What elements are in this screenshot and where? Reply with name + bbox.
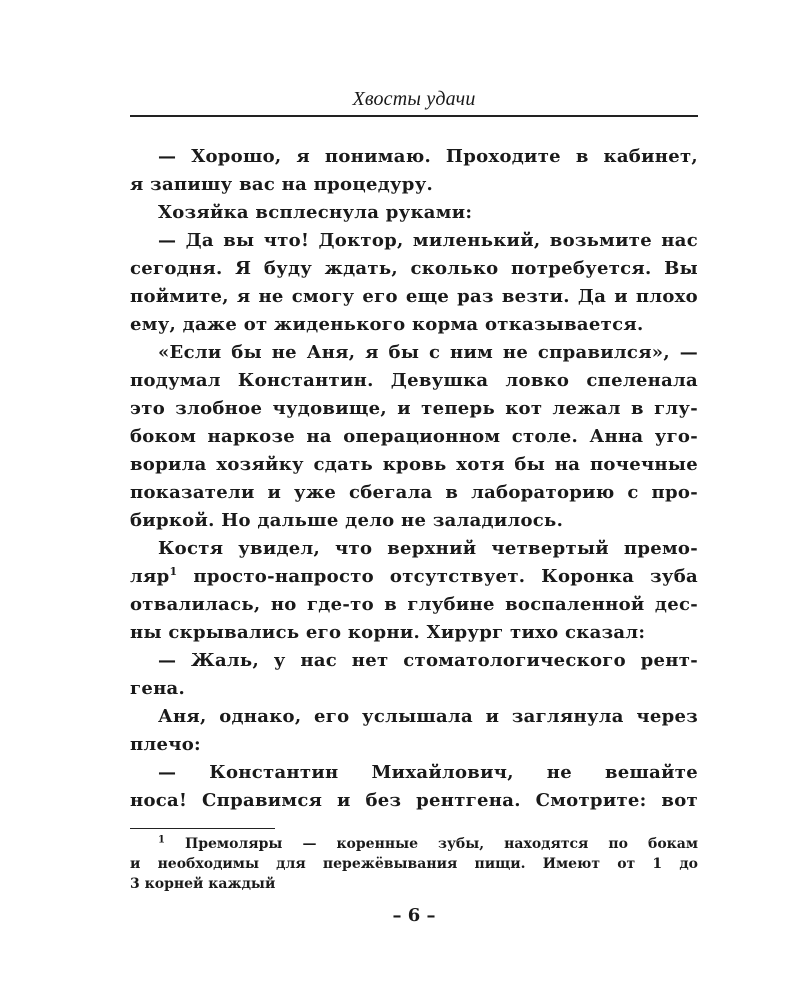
text-line: — Да вы что! Доктор, миленький, возьмите нас <box>158 230 698 251</box>
text-line: ворила хозяйку сдать кровь хотя бы на почечные <box>130 454 698 475</box>
text-line: — Жаль, у нас нет стоматологического рент- <box>158 650 698 671</box>
text-line: я запишу вас на процедуру. <box>130 174 434 195</box>
footnote-line <box>130 834 698 854</box>
text-fragment: ляр <box>130 566 170 587</box>
footnote <box>130 834 698 894</box>
text-line: отвалилась, но где-то в глубине воспаленной дес- <box>130 594 698 615</box>
header-rule <box>130 115 698 117</box>
text-line: показатели и уже сбегала в лабораторию с про- <box>130 482 698 503</box>
text-line: ему, даже от жиденького корма отказывается. <box>130 314 644 335</box>
text-line-with-footnote <box>130 563 698 591</box>
text-line: — Хорошо, я понимаю. Проходите в кабинет, <box>158 146 698 167</box>
text-line: ны скрывались его корни. Хирург тихо сказал: <box>130 622 646 643</box>
text-line: носа! Справимся и без рентгена. Смотрите: вот <box>130 790 698 811</box>
body-text <box>130 143 698 815</box>
text-line: сегодня. Я буду ждать, сколько потребуется. Вы <box>130 258 698 279</box>
text-line: Аня, однако, его услышала и заглянула через <box>158 706 698 727</box>
text-line: Костя увидел, что верхний четвертый премо- <box>158 538 698 559</box>
text-line: поймите, я не смогу его еще раз везти. Да и плохо <box>130 286 698 307</box>
text-line: плечо: <box>130 734 201 755</box>
text-line: гена. <box>130 678 186 699</box>
text-line: подумал Константин. Девушка ловко спеленала <box>130 370 698 391</box>
footnote-reference[interactable]: 1 <box>169 565 178 578</box>
footnote-number: 1 <box>158 834 165 846</box>
footnote-line: и необходимы для пережёвывания пищи. Имеют от 1 до <box>130 856 698 872</box>
footnote-rule <box>130 828 275 829</box>
running-title: Хвосты удачи <box>352 88 476 110</box>
text-line: боком наркозе на операционном столе. Анна уго- <box>130 426 698 447</box>
text-line: — Константин Михайлович, не вешайте <box>158 762 698 783</box>
footnote-text: Премоляры — коренные зубы, находятся по бокам <box>184 836 699 852</box>
text-line: «Если бы не Аня, я бы с ним не справился», — <box>158 342 698 363</box>
text-line: это злобное чудовище, и теперь кот лежал в глу- <box>130 398 698 419</box>
footnote-line: 3 корней каждый <box>130 876 276 892</box>
text-fragment: просто-напросто отсутствует. Коронка зуба <box>193 566 698 587</box>
text-line: Хозяйка всплеснула руками: <box>158 202 473 223</box>
text-line: биркой. Но дальше дело не заладилось. <box>130 510 564 531</box>
page-number: – 6 – <box>392 905 436 926</box>
